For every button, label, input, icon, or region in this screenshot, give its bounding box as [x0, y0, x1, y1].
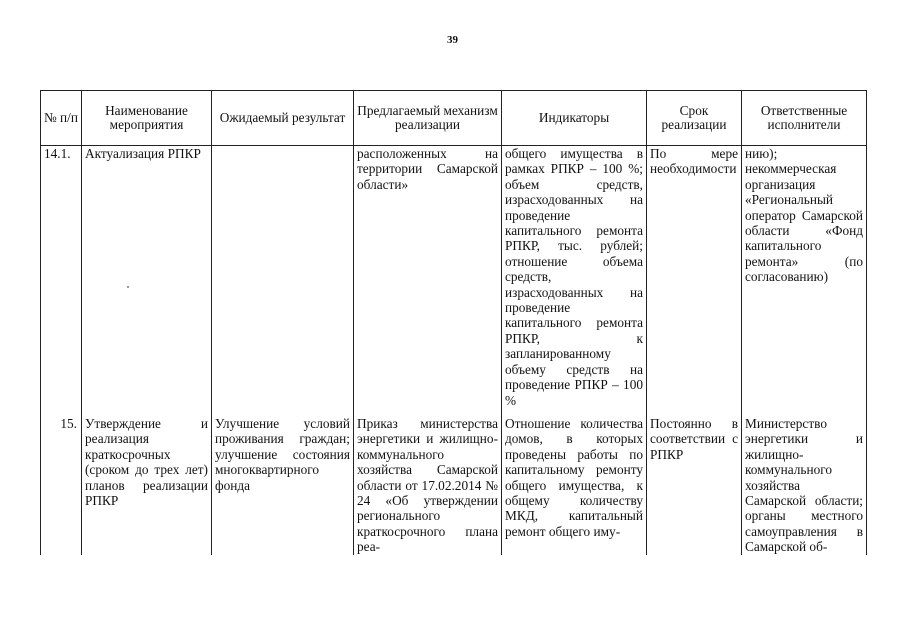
- header-expected-result: Ожидаемый результат: [212, 91, 354, 146]
- row-mechanism: расположенных на территории Самарской области»: [354, 146, 502, 412]
- row-indicators: общего имущества в рамках РПКР – 100 %; объем средств, израсходованных на проведение капитального ремонта РПКР, тыс. рублей; отношение объема средств, израсходованных на проведение капитального ремонта РПКР, к запланированному объему средств на проведение РПКР – 100 %: [502, 146, 647, 412]
- row-term: Постоянно в соответствии с РПКР: [647, 412, 742, 555]
- row-expected-result: [212, 146, 354, 412]
- measures-table: [40, 90, 867, 555]
- header-responsible: Ответственные исполнители: [742, 91, 867, 146]
- row-number: 14.1.: [41, 146, 82, 412]
- row-measure-name: Утверждение и реализация краткосрочных (сроком до трех лет) планов реализации РПКР: [82, 412, 212, 555]
- row-mechanism: Приказ министерства энергетики и жилищно-коммунального хозяйства Самарской области от 17.02.2014 № 24 «Об утверждении регионального краткосрочного плана реа-: [354, 412, 502, 555]
- table-header-row: [41, 91, 867, 146]
- header-mechanism: Предлагаемый механизм реализации: [354, 91, 502, 146]
- row-expected-result: Улучшение условий проживания граждан; улучшение состояния многоквартирного фонда: [212, 412, 354, 555]
- row-responsible: Министерство энергетики и жилищно-коммунального хозяйства Самарской области; органы местного самоуправления в Самарской об-: [742, 412, 867, 555]
- row-term: По мере необходимости: [647, 146, 742, 412]
- row-indicators: Отношение количества домов, в которых проведены работы по капитальному ремонту общего имущества, к общему количеству МКД, капитальный ремонт общего иму-: [502, 412, 647, 555]
- header-indicators: Индикаторы: [502, 91, 647, 146]
- row-measure-name: Актуализация РПКР: [82, 146, 212, 412]
- page-number: 39: [447, 34, 458, 46]
- header-measure-name: Наименование мероприятия: [82, 91, 212, 146]
- table-row: [41, 412, 867, 555]
- row-responsible: нию); некоммерческая организация «Региональный оператор Самарской области «Фонд капитального ремонта» (по согласованию): [742, 146, 867, 412]
- header-term: Срок реализации: [647, 91, 742, 146]
- table-row: [41, 146, 867, 412]
- header-number: № п/п: [41, 91, 82, 146]
- row-number: 15.: [41, 412, 82, 555]
- scan-speck: [127, 286, 129, 288]
